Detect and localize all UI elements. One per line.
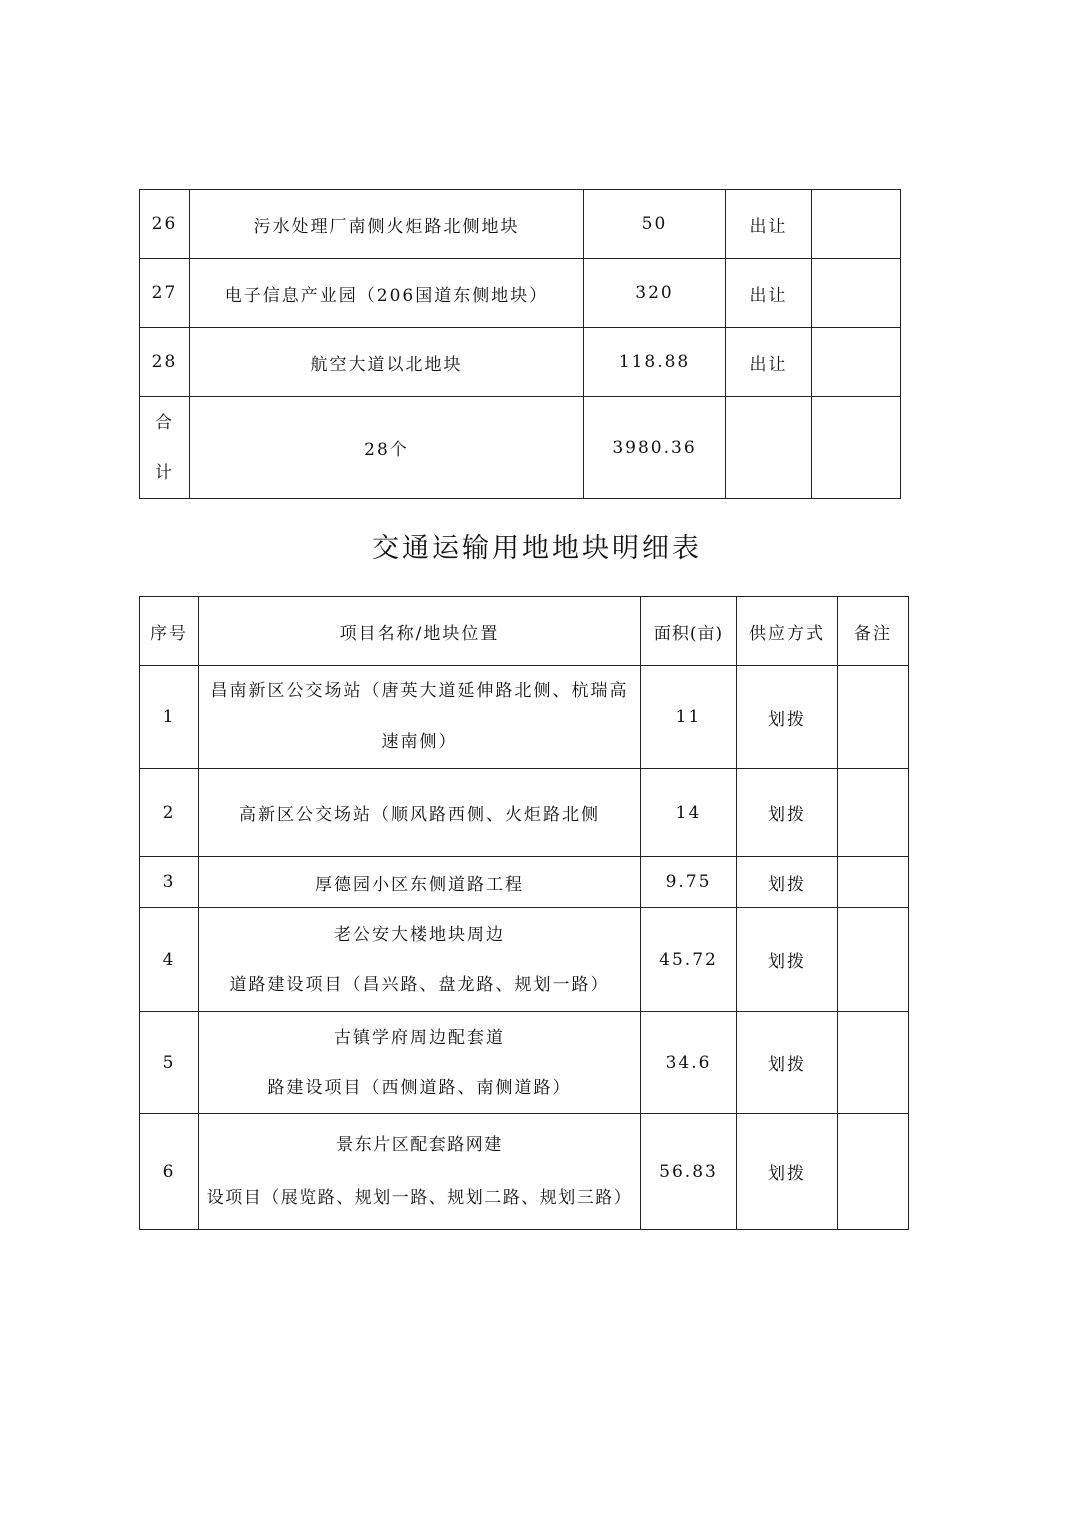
section-title: 交通运输用地地块明细表: [372, 533, 702, 564]
remark: [838, 1114, 909, 1230]
row-number: 27: [140, 259, 190, 328]
header-remark: 备注: [838, 597, 909, 666]
table-row: [140, 666, 909, 769]
row-number: 3: [140, 857, 199, 908]
remark: [838, 857, 909, 908]
supply-method: 出让: [726, 328, 812, 397]
header-name: 项目名称/地块位置: [199, 597, 641, 666]
plot-area: 50: [584, 190, 726, 259]
supply-method: 出让: [726, 190, 812, 259]
supply-method: 划拨: [737, 908, 838, 1012]
plot-name: 古镇学府周边配套道 路建设项目（西侧道路、南侧道路）: [199, 1012, 641, 1114]
remark: [838, 769, 909, 857]
supply-method: 划拨: [737, 1012, 838, 1114]
plot-name: 昌南新区公交场站（唐英大道延伸路北侧、杭瑞高 速南侧）: [199, 666, 641, 769]
header-number: 序号: [140, 597, 199, 666]
remark: [838, 908, 909, 1012]
plot-name: 污水处理厂南侧火炬路北侧地块: [190, 190, 584, 259]
table-row: [140, 908, 909, 1012]
plot-area: 118.88: [584, 328, 726, 397]
total-remark: [812, 397, 901, 499]
land-sale-table-continued: [139, 189, 901, 499]
remark: [838, 666, 909, 769]
plot-name: 高新区公交场站（顺风路西侧、火炬路北侧: [199, 769, 641, 857]
table-row: [140, 1114, 909, 1230]
table-row: [140, 1012, 909, 1114]
total-area: 3980.36: [584, 397, 726, 499]
plot-area: 14: [641, 769, 737, 857]
plot-area: 45.72: [641, 908, 737, 1012]
remark: [812, 190, 901, 259]
plot-name: 航空大道以北地块: [190, 328, 584, 397]
plot-area: 34.6: [641, 1012, 737, 1114]
row-number: 26: [140, 190, 190, 259]
supply-method: 出让: [726, 259, 812, 328]
remark: [812, 328, 901, 397]
total-row: [140, 397, 901, 499]
table-row: [140, 769, 909, 857]
supply-method: 划拨: [737, 1114, 838, 1230]
plot-name: 老公安大楼地块周边 道路建设项目（昌兴路、盘龙路、规划一路）: [199, 908, 641, 1012]
header-method: 供应方式: [737, 597, 838, 666]
plot-area: 320: [584, 259, 726, 328]
row-number: 6: [140, 1114, 199, 1230]
plot-name: 厚德园小区东侧道路工程: [199, 857, 641, 908]
supply-method: 划拨: [737, 666, 838, 769]
table-row: [140, 190, 901, 259]
supply-method: 划拨: [737, 769, 838, 857]
plot-area: 56.83: [641, 1114, 737, 1230]
total-count: 28个: [190, 397, 584, 499]
row-number: 1: [140, 666, 199, 769]
header-row: [140, 597, 909, 666]
row-number: 28: [140, 328, 190, 397]
remark: [838, 1012, 909, 1114]
table-row: [140, 328, 901, 397]
table-row: [140, 857, 909, 908]
plot-name: 景东片区配套路网建 设项目（展览路、规划一路、规划二路、规划三路）: [199, 1114, 641, 1230]
row-number: 4: [140, 908, 199, 1012]
supply-method: 划拨: [737, 857, 838, 908]
row-number: 2: [140, 769, 199, 857]
plot-area: 11: [641, 666, 737, 769]
table-row: [140, 259, 901, 328]
remark: [812, 259, 901, 328]
header-area: 面积(亩): [641, 597, 737, 666]
total-label: 合 计: [140, 397, 190, 499]
total-method: [726, 397, 812, 499]
transport-land-table: [139, 596, 909, 1230]
row-number: 5: [140, 1012, 199, 1114]
plot-area: 9.75: [641, 857, 737, 908]
plot-name: 电子信息产业园（206国道东侧地块）: [190, 259, 584, 328]
